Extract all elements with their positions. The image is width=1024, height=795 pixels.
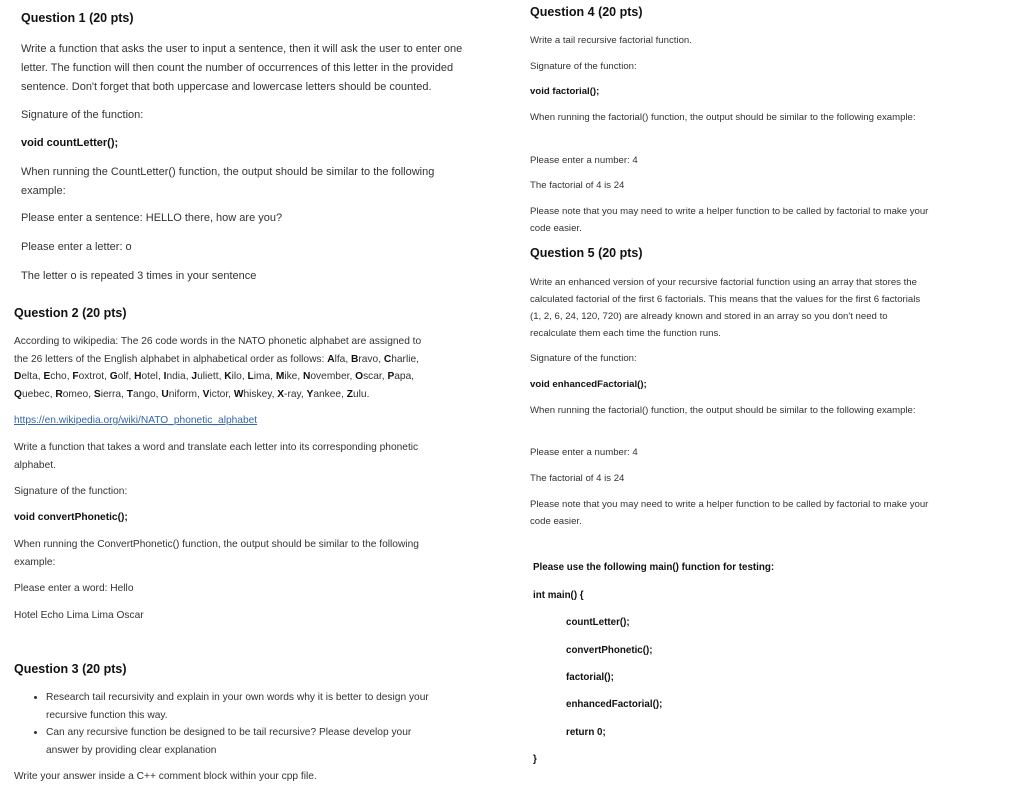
nato-word: Zulu: [346, 388, 367, 400]
nato-word: Oscar: [355, 371, 382, 383]
nato-word: Hotel: [134, 371, 158, 383]
question-3-title: Question 3 (20 pts): [14, 662, 127, 676]
main-call: factorial();: [566, 672, 614, 683]
nato-word: Charlie: [383, 353, 417, 365]
question-4-description: Write a tail recursive factorial function.: [530, 35, 692, 46]
question-3-bullet: • Can any recursive function be designed to be tail recursive? Please develop your answer by providing clear explanation: [46, 724, 446, 759]
question-3-bullet-list: [14, 689, 446, 759]
nato-word: Papa: [387, 371, 412, 383]
question-3-bullet: • Research tail recursivity and explain in your own words why it is better to design your recursive function this way.: [46, 689, 446, 724]
main-call: enhancedFactorial();: [566, 699, 663, 710]
nato-word: Juliett: [191, 371, 219, 383]
question-4-example-line: Please enter a number: 4: [530, 155, 638, 166]
question-4-example-line: The factorial of 4 is 24: [530, 180, 625, 191]
nato-word: Alfa: [327, 353, 346, 365]
main-call: countLetter();: [566, 617, 630, 628]
nato-word: Tango: [126, 388, 156, 400]
nato-word: Golf: [109, 371, 129, 383]
question-2-description: Write a function that takes a word and translate each letter into its corresponding phonetic alphabet.: [14, 442, 419, 471]
nato-word: Kilo: [224, 371, 242, 383]
question-1-example-line: The letter o is repeated 3 times in your sentence: [21, 270, 257, 282]
question-1-signature: void countLetter();: [21, 137, 119, 149]
question-2-signature: void convertPhonetic();: [14, 512, 128, 523]
question-4-example-intro: When running the factorial() function, the output should be similar to the following example:: [530, 112, 916, 123]
question-5-description: Write an enhanced version of your recursive factorial function using an array that stores the calculated factorial of the first 6 factorials. This means that the values for the first 6 factorials (1, 2, 6, 24, 120, 720) are already known and stored in an array so you don't need to recalculate them each time the function runs.: [530, 277, 921, 339]
nato-word-list: Alfa, Bravo, Charlie, Delta, Echo, Foxtrot, Golf, Hotel, India, Juliett, Kilo, Lima, Mike, November, Oscar, Papa, Quebec, Romeo, Sierra, Tango, Uniform, Victor, Whiskey, X-ray, Yankee, Zulu.: [14, 353, 419, 400]
nato-word: Quebec: [14, 388, 50, 400]
question-2-example-intro: When running the ConvertPhonetic() function, the output should be similar to the following example:: [14, 539, 419, 568]
question-5-title: Question 5 (20 pts): [530, 246, 643, 260]
main-open: int main() {: [533, 590, 584, 601]
question-1-example-line: Please enter a sentence: HELLO there, how are you?: [21, 212, 283, 224]
question-5-example-line: The factorial of 4 is 24: [530, 473, 625, 484]
question-2-signature-label: Signature of the function:: [14, 486, 128, 497]
question-2-example-line: Hotel Echo Lima Lima Oscar: [14, 610, 144, 621]
question-1-example-intro: When running the CountLetter() function, the output should be similar to the following example:: [21, 166, 435, 197]
question-2-title: Question 2 (20 pts): [14, 306, 127, 320]
nato-word: November: [303, 371, 350, 383]
nato-word: Lima: [247, 371, 271, 383]
main-close: }: [533, 754, 537, 765]
question-1-example-line: Please enter a letter: o: [21, 241, 132, 253]
question-1-signature-label: Signature of the function:: [21, 109, 144, 121]
nato-wikipedia-link[interactable]: https://en.wikipedia.org/wiki/NATO_phonetic_alphabet: [14, 415, 258, 426]
nato-word: Delta: [14, 371, 38, 383]
question-1-title: Question 1 (20 pts): [21, 11, 134, 25]
question-2-example-line: Please enter a word: Hello: [14, 583, 134, 594]
question-1-description: Write a function that asks the user to input a sentence, then it will ask the user to enter one letter. The function will then count the number of occurrences of this letter in the provided sentence. Don't forget that both uppercase and lowercase letters should be counted.: [21, 43, 463, 93]
question-5-signature-label: Signature of the function:: [530, 353, 637, 364]
question-2-intro-text: According to wikipedia: The 26 code words in the NATO phonetic alphabet are assigned to the 26 letters of the English alphabet in alphabetical order as follows:: [14, 336, 422, 365]
nato-word: Uniform: [161, 388, 197, 400]
question-5-example-intro: When running the factorial() function, the output should be similar to the following example:: [530, 405, 916, 416]
nato-word: Echo: [43, 371, 67, 383]
question-5-note: Please note that you may need to write a helper function to be called by factorial to make your code easier.: [530, 499, 929, 527]
question-2-link-line: [14, 412, 257, 430]
question-5-signature: void enhancedFactorial();: [530, 379, 647, 390]
question-2-intro: [14, 333, 432, 403]
nato-word: Yankee: [306, 388, 342, 400]
nato-word: X-ray: [277, 388, 301, 400]
nato-word: India: [163, 371, 186, 383]
question-4-note: Please note that you may need to write a helper function to be called by factorial to make your code easier.: [530, 206, 929, 234]
question-4-title: Question 4 (20 pts): [530, 5, 643, 19]
main-block-intro: Please use the following main() function for testing:: [533, 562, 775, 573]
question-3-footer: Write your answer inside a C++ comment block within your cpp file.: [14, 771, 317, 782]
nato-word: Whiskey: [233, 388, 272, 400]
nato-word: Mike: [275, 371, 298, 383]
nato-word: Foxtrot: [72, 371, 105, 383]
nato-word: Sierra: [93, 388, 122, 400]
nato-word: Victor: [202, 388, 229, 400]
nato-word: Romeo: [55, 388, 89, 400]
nato-word: Bravo: [351, 353, 379, 365]
question-4-signature: void factorial();: [530, 86, 600, 97]
question-5-example-line: Please enter a number: 4: [530, 447, 638, 458]
main-call: convertPhonetic();: [566, 645, 653, 656]
main-call: return 0;: [566, 727, 606, 738]
question-4-signature-label: Signature of the function:: [530, 61, 637, 72]
